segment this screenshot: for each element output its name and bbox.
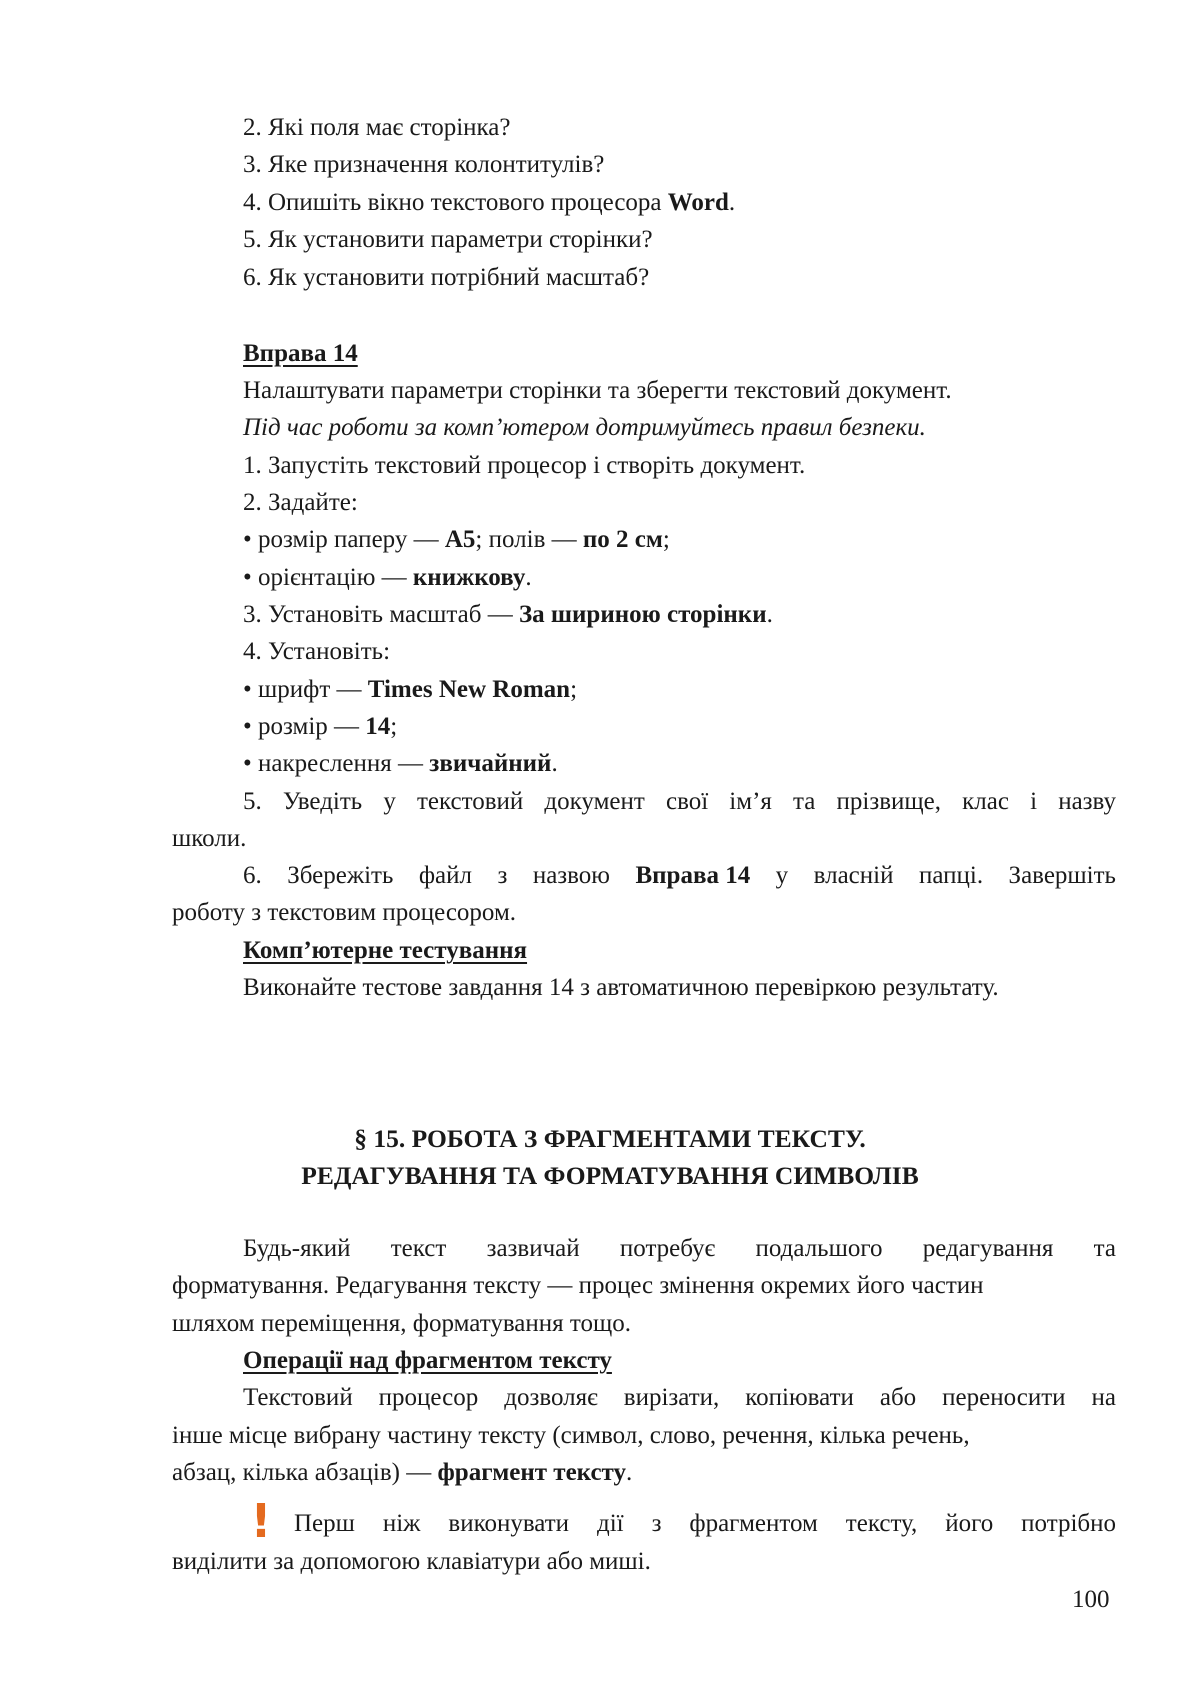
question-2: 2. Які поля має сторінка? [243,114,511,141]
question-6: 6. Як установити потрібний масштаб? [243,264,650,291]
exercise-step-2: 2. Задайте: [243,489,358,516]
exercise-step-3: 3. Установіть масштаб — За шириною сторінки. [243,601,773,628]
bullet-orientation: • орієнтацію — книжкову. [243,564,532,591]
operations-title: Операції над фрагментом тексту [243,1347,612,1374]
bullet-font: • шрифт — Times New Roman; [243,676,578,703]
exercise-step-1: 1. Запустіть текстовий процесор і створіть документ. [243,452,806,479]
section-heading-line1: § 15. РОБОТА З ФРАГМЕНТАМИ ТЕКСТУ. [354,1124,866,1153]
page-number: 100 [1072,1586,1110,1613]
question-5: 5. Як установити параметри сторінки? [243,226,653,253]
exercise-step-6-line2: роботу з текстовим процесором. [172,899,517,926]
exercise-safety-note: Під час роботи за комп’ютером дотримуйтесь правил безпеки. [243,414,926,441]
question-4: 4. Опишіть вікно текстового процесора Word. [243,189,736,216]
operations-line1: Текстовий процесор дозволяє вирізати, копіювати або переносити на [243,1384,1116,1411]
exercise-title: Вправа 14 [243,340,358,367]
para1-line3: шляхом переміщення, форматування тощо. [172,1310,631,1337]
bullet-paper-size: • розмір паперу — А5; полів — по 2 см; [243,526,670,553]
exclamation-icon: ! [250,1494,272,1548]
question-3: 3. Яке призначення колонтитулів? [243,151,605,178]
exercise-step-5-line2: школи. [172,825,247,852]
note-line2: виділити за допомогою клавіатури або миші. [172,1548,651,1575]
operations-line3: абзац, кілька абзаців) — фрагмент тексту. [172,1459,633,1486]
testing-title: Комп’ютерне тестування [243,937,528,964]
para1-line2: форматування. Редагування тексту — процес змінення окремих його частин [172,1272,984,1299]
exercise-step-6-line1: 6. Збережіть файл з назвою Вправа 14 у власній папці. Завершіть [243,862,1116,889]
note-line1: Перш ніж виконувати дії з фрагментом тексту, його потрібно [294,1510,1116,1537]
section-heading-line2: РЕДАГУВАННЯ ТА ФОРМАТУВАННЯ СИМВОЛІВ [301,1161,919,1190]
exercise-step-4: 4. Установіть: [243,638,391,665]
operations-line2: інше місце вибрану частину тексту (символ, слово, речення, кілька речень, [172,1422,970,1449]
exercise-step-5-line1: 5. Уведіть у текстовий документ свої ім’я та прізвище, клас і назву [243,788,1116,815]
bullet-style: • накреслення — звичайний. [243,750,558,777]
bullet-size: • розмір — 14; [243,713,398,740]
exercise-intro: Налаштувати параметри сторінки та зберегти текстовий документ. [243,377,952,404]
testing-text: Виконайте тестове завдання 14 з автоматичною перевіркою результату. [243,974,999,1001]
para1-line1: Будь-який текст зазвичай потребує подальшого редагування та [243,1235,1116,1262]
